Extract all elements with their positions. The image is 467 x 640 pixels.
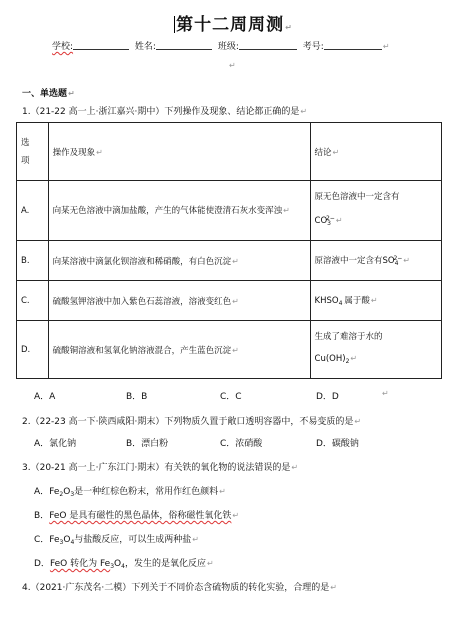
row-operation-text: 向某无色溶液中滴加盐酸，产生的气体能使澄清石灰水变浑浊 (52, 205, 283, 216)
q3-option-d[interactable] (34, 556, 214, 570)
header-option (17, 123, 49, 181)
page-title (0, 10, 467, 35)
name-label: 姓名: (134, 42, 156, 52)
paragraph-mark: ↵ (382, 42, 390, 51)
paragraph-mark: ↵ (332, 147, 340, 157)
row-operation-text: 硫酸氢钾溶液中加入紫色石蕊溶液，溶液变红色 (52, 296, 232, 307)
table-row (17, 281, 442, 321)
option-text: 与盐酸反应，可以生成两种盐 (74, 535, 192, 545)
ion-subscript: 4 (394, 260, 399, 267)
row-conclusion (310, 321, 441, 379)
formula-subscript: 2 (345, 358, 350, 365)
row-operation (48, 241, 310, 281)
row-letter (17, 281, 49, 321)
formula-subscript: 3 (70, 491, 75, 498)
header-operation-text: 操作及现象 (52, 147, 96, 158)
section-heading (22, 86, 75, 99)
student-info-line (52, 39, 390, 52)
option-letter: B． (34, 511, 50, 521)
row-letter-text: B. (21, 255, 30, 266)
conclusion-text: 原无色溶液中一定含有 (314, 192, 400, 202)
paragraph-mark: ↵ (354, 417, 362, 426)
q3-option-b[interactable] (34, 508, 239, 521)
ion-subscript: 3 (327, 220, 331, 227)
paragraph-mark: ↵ (68, 89, 75, 98)
row-conclusion (310, 241, 441, 281)
paragraph-mark: ↵ (232, 511, 240, 520)
paragraph-mark: ↵ (285, 23, 293, 32)
formula-subscript: 4 (70, 539, 75, 546)
formula-subscript: 2 (59, 491, 64, 498)
choice-c[interactable]: C．浓硝酸 (220, 439, 263, 449)
option-letter: A． (34, 487, 50, 497)
paragraph-mark: ↵ (229, 61, 236, 70)
paragraph-mark-line (381, 389, 389, 399)
option-letter: C． (34, 535, 50, 545)
header-operation (48, 123, 310, 181)
formula-part: O (114, 559, 122, 569)
paragraph-mark: ↵ (335, 216, 343, 225)
formula-text: KHSO (314, 296, 339, 306)
question-3-stem (22, 460, 298, 473)
paragraph-mark: ↵ (350, 354, 358, 363)
class-label: 班级: (217, 42, 239, 52)
conclusion-line-1: 生成了难溶于水的 (314, 332, 383, 342)
q4-stem-text: 4.（2021·广东茂名·二模）下列关于不同价态含硫物质的转化实验，合理的是 (22, 583, 330, 593)
paragraph-mark: ↵ (232, 296, 239, 306)
paragraph-mark: ↵ (206, 559, 214, 568)
number-blank[interactable] (324, 49, 382, 50)
empty-paragraph (228, 61, 236, 71)
q3-option-a[interactable] (34, 484, 226, 498)
paragraph-mark: ↵ (96, 147, 103, 157)
option-text: ，发生的是氧化反应 (124, 559, 206, 569)
row-letter-text: A. (21, 205, 30, 216)
row-conclusion (310, 181, 441, 241)
row-letter (17, 241, 49, 281)
header-conclusion-text: 结论 (314, 147, 332, 158)
question-2-stem (22, 414, 361, 427)
formula-part: O (63, 535, 71, 545)
number-label: 考号: (302, 42, 324, 52)
row-letter-text: C. (21, 295, 30, 306)
row-operation (48, 181, 310, 241)
paragraph-mark: ↵ (283, 205, 290, 215)
formula-subscript: 4 (121, 563, 125, 570)
paragraph-mark: ↵ (291, 463, 299, 472)
choice-a[interactable]: A．氯化钠 (34, 439, 77, 449)
paragraph-mark: ↵ (403, 256, 410, 265)
row-letter (17, 181, 49, 241)
formula-subscript: 4 (338, 300, 343, 307)
text-cursor (174, 16, 175, 33)
formula-part: Fe (49, 487, 60, 497)
row-letter (17, 321, 49, 379)
question-1-table (16, 122, 442, 379)
choice-d[interactable]: D．碳酸钠 (316, 439, 359, 449)
title-text: 第十二周周测 (176, 15, 285, 35)
q2-stem-text: 2.（22-23 高一下·陕西咸阳·期末）下列物质久置于敞口透明容器中，不易变质的是 (22, 417, 354, 427)
row-operation (48, 321, 310, 379)
paragraph-mark: ↵ (300, 107, 308, 116)
formula-part: Fe (49, 535, 60, 545)
header-conclusion (310, 123, 441, 181)
school-label: 学校: (52, 42, 74, 52)
class-blank[interactable] (239, 49, 297, 50)
table-row (17, 321, 442, 379)
table-row (17, 181, 442, 241)
paragraph-mark: ↵ (232, 256, 239, 266)
option-letter: D． (34, 559, 50, 569)
row-operation-text: 向某溶液中滴氯化钡溶液和稀硝酸，有白色沉淀 (52, 256, 232, 267)
row-letter-text: D. (21, 344, 31, 355)
ion-superscript: 2− (393, 255, 403, 262)
school-blank[interactable] (73, 49, 129, 50)
conclusion-line-2: Cu(OH) (314, 354, 346, 364)
header-option-text: 选项 (21, 137, 30, 166)
table-header-row (17, 123, 442, 181)
choice-c[interactable]: C．C (220, 392, 242, 402)
option-text: FeO 是具有磁性的黑色晶体，俗称磁性氧化铁 (49, 511, 232, 521)
paragraph-mark: ↵ (382, 389, 389, 398)
choice-d[interactable]: D．D (316, 392, 339, 402)
conclusion-text: 原溶液中一定含有SO (314, 256, 395, 266)
row-operation (48, 281, 310, 321)
formula-part: O (63, 487, 71, 497)
option-text: FeO 转化为 Fe (49, 559, 111, 569)
q3-option-c[interactable] (34, 532, 199, 546)
formula-subscript: 3 (110, 563, 115, 570)
paragraph-mark: ↵ (370, 296, 378, 305)
choice-b[interactable]: B．漂白粉 (126, 439, 169, 449)
choice-a[interactable]: A．A (34, 392, 56, 402)
table-row (17, 241, 442, 281)
formula-subscript: 3 (59, 539, 64, 546)
paragraph-mark: ↵ (219, 487, 226, 496)
paragraph-mark: ↵ (330, 583, 337, 592)
ion-superscript: 2− (325, 215, 335, 222)
q3-stem-text: 3.（20-21 高一上·广东江门·期末）有关铁的氧化物的说法错误的是 (22, 463, 291, 473)
row-operation-text: 硫酸铜溶液和氢氧化钠溶液混合，产生蓝色沉淀 (52, 345, 232, 356)
paragraph-mark: ↵ (192, 535, 199, 544)
choice-b[interactable]: B．B (126, 392, 148, 402)
section-heading-text: 一、单选题 (22, 89, 68, 99)
ion-formula: CO (314, 216, 328, 226)
row-conclusion (310, 281, 441, 321)
conclusion-suffix: 属于酸 (344, 296, 370, 306)
question-1-stem (22, 104, 307, 117)
paragraph-mark: ↵ (232, 345, 239, 355)
option-text: 是一种红棕色粉末，常用作红色颜料 (74, 487, 219, 497)
q1-stem-text: 1.（21-22 高一上·浙江嘉兴·期中）下列操作及现象、结论都正确的是 (22, 107, 300, 117)
name-blank[interactable] (156, 49, 212, 50)
question-4-stem (22, 580, 337, 593)
